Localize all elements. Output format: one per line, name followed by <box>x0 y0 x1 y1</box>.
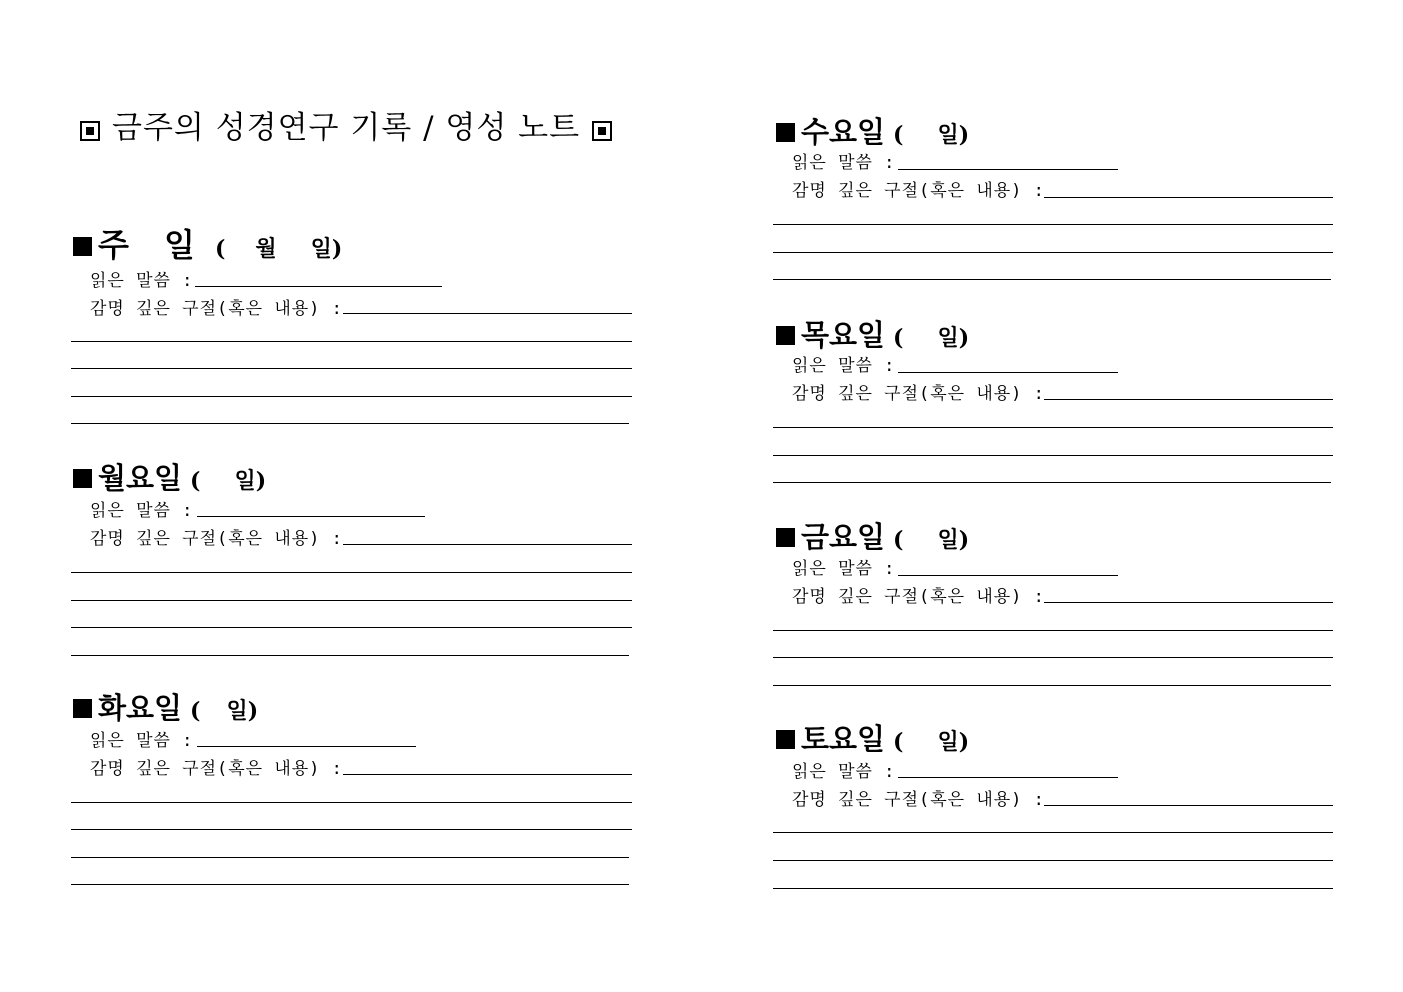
writing-line[interactable] <box>71 829 632 830</box>
boxed-square-icon <box>80 121 100 141</box>
date-day: 일) <box>937 325 970 351</box>
black-square-icon <box>776 123 795 142</box>
section-friday <box>776 515 1336 695</box>
writing-line[interactable] <box>773 279 1331 280</box>
section-sunday <box>73 220 633 430</box>
black-square-icon <box>776 326 795 345</box>
reading-label: 읽은 말씀 : <box>90 501 194 521</box>
writing-line[interactable] <box>773 860 1333 861</box>
writing-line[interactable] <box>773 427 1333 428</box>
writing-line[interactable] <box>773 657 1333 658</box>
reading-blank[interactable] <box>898 777 1118 778</box>
writing-line[interactable] <box>71 600 632 601</box>
black-square-icon <box>776 730 795 749</box>
date-open: ( <box>214 236 226 262</box>
impression-blank[interactable] <box>1044 399 1333 400</box>
date-day: 일) <box>226 698 259 724</box>
day-name: 주 일 <box>98 226 207 264</box>
writing-line[interactable] <box>773 685 1331 686</box>
day-heading <box>776 515 969 556</box>
black-square-icon <box>776 528 795 547</box>
day-heading <box>776 110 969 151</box>
date-day: 일) <box>937 122 970 148</box>
writing-line[interactable] <box>71 572 632 573</box>
page-title-text: 금주의 성경연구 기록 / 영성 노트 <box>112 110 581 146</box>
date-open: ( <box>190 468 201 494</box>
boxed-square-icon <box>592 121 612 141</box>
date-month: 월 <box>255 236 277 262</box>
date-day: 일) <box>937 527 970 553</box>
black-square-icon <box>73 699 92 718</box>
impression-blank[interactable] <box>1044 805 1333 806</box>
writing-line[interactable] <box>773 482 1331 483</box>
date-open: ( <box>893 325 904 351</box>
date-open: ( <box>893 527 904 553</box>
day-heading <box>73 220 342 266</box>
page-title <box>80 108 612 148</box>
writing-line[interactable] <box>71 341 632 342</box>
impression-label: 감명 깊은 구절(혹은 내용) : <box>792 181 1045 201</box>
writing-line[interactable] <box>71 802 632 803</box>
writing-line[interactable] <box>773 224 1333 225</box>
reading-blank[interactable] <box>197 746 416 747</box>
writing-line[interactable] <box>71 423 629 424</box>
reading-label: 읽은 말씀 : <box>792 559 896 579</box>
section-monday <box>73 456 633 666</box>
date-day: 일) <box>937 729 970 755</box>
impression-label: 감명 깊은 구절(혹은 내용) : <box>90 299 343 319</box>
writing-line[interactable] <box>71 396 632 397</box>
writing-line[interactable] <box>773 630 1333 631</box>
section-saturday <box>776 717 1336 897</box>
black-square-icon <box>73 469 92 488</box>
black-square-icon <box>73 237 92 256</box>
date-day: 일) <box>234 468 267 494</box>
day-heading <box>73 456 266 497</box>
reading-blank[interactable] <box>898 372 1118 373</box>
reading-label: 읽은 말씀 : <box>792 356 896 376</box>
reading-blank[interactable] <box>197 516 425 517</box>
writing-line[interactable] <box>71 884 629 885</box>
date-open: ( <box>893 122 904 148</box>
reading-label: 읽은 말씀 : <box>90 731 194 751</box>
impression-label: 감명 깊은 구절(혹은 내용) : <box>792 587 1045 607</box>
writing-line[interactable] <box>71 857 629 858</box>
impression-label: 감명 깊은 구절(혹은 내용) : <box>792 790 1045 810</box>
day-name: 토요일 <box>801 722 886 756</box>
impression-blank[interactable] <box>343 544 632 545</box>
reading-label: 읽은 말씀 : <box>792 153 896 173</box>
impression-label: 감명 깊은 구절(혹은 내용) : <box>90 759 343 779</box>
writing-line[interactable] <box>71 368 632 369</box>
reading-blank[interactable] <box>898 169 1118 170</box>
impression-blank[interactable] <box>343 313 632 314</box>
impression-label: 감명 깊은 구절(혹은 내용) : <box>792 384 1045 404</box>
reading-blank[interactable] <box>898 575 1118 576</box>
writing-line[interactable] <box>773 455 1333 456</box>
date-open: ( <box>190 698 201 724</box>
day-name: 월요일 <box>98 461 183 495</box>
day-heading <box>776 717 969 758</box>
reading-blank[interactable] <box>195 286 442 287</box>
day-name: 화요일 <box>98 691 183 725</box>
day-name: 목요일 <box>801 318 886 352</box>
day-heading <box>776 313 969 354</box>
section-thursday <box>776 313 1336 493</box>
day-name: 금요일 <box>801 520 886 554</box>
reading-label: 읽은 말씀 : <box>90 271 194 291</box>
date-day: 일) <box>310 236 343 262</box>
date-open: ( <box>893 729 904 755</box>
impression-label: 감명 깊은 구절(혹은 내용) : <box>90 529 343 549</box>
writing-line[interactable] <box>71 627 632 628</box>
writing-line[interactable] <box>71 655 629 656</box>
impression-blank[interactable] <box>1044 602 1333 603</box>
writing-line[interactable] <box>773 252 1333 253</box>
writing-line[interactable] <box>773 832 1333 833</box>
impression-blank[interactable] <box>343 774 632 775</box>
impression-blank[interactable] <box>1044 197 1333 198</box>
writing-line[interactable] <box>773 888 1333 889</box>
section-tuesday <box>73 686 633 896</box>
day-name: 수요일 <box>801 115 886 149</box>
reading-label: 읽은 말씀 : <box>792 762 896 782</box>
section-wednesday <box>776 110 1336 290</box>
day-heading <box>73 686 258 727</box>
